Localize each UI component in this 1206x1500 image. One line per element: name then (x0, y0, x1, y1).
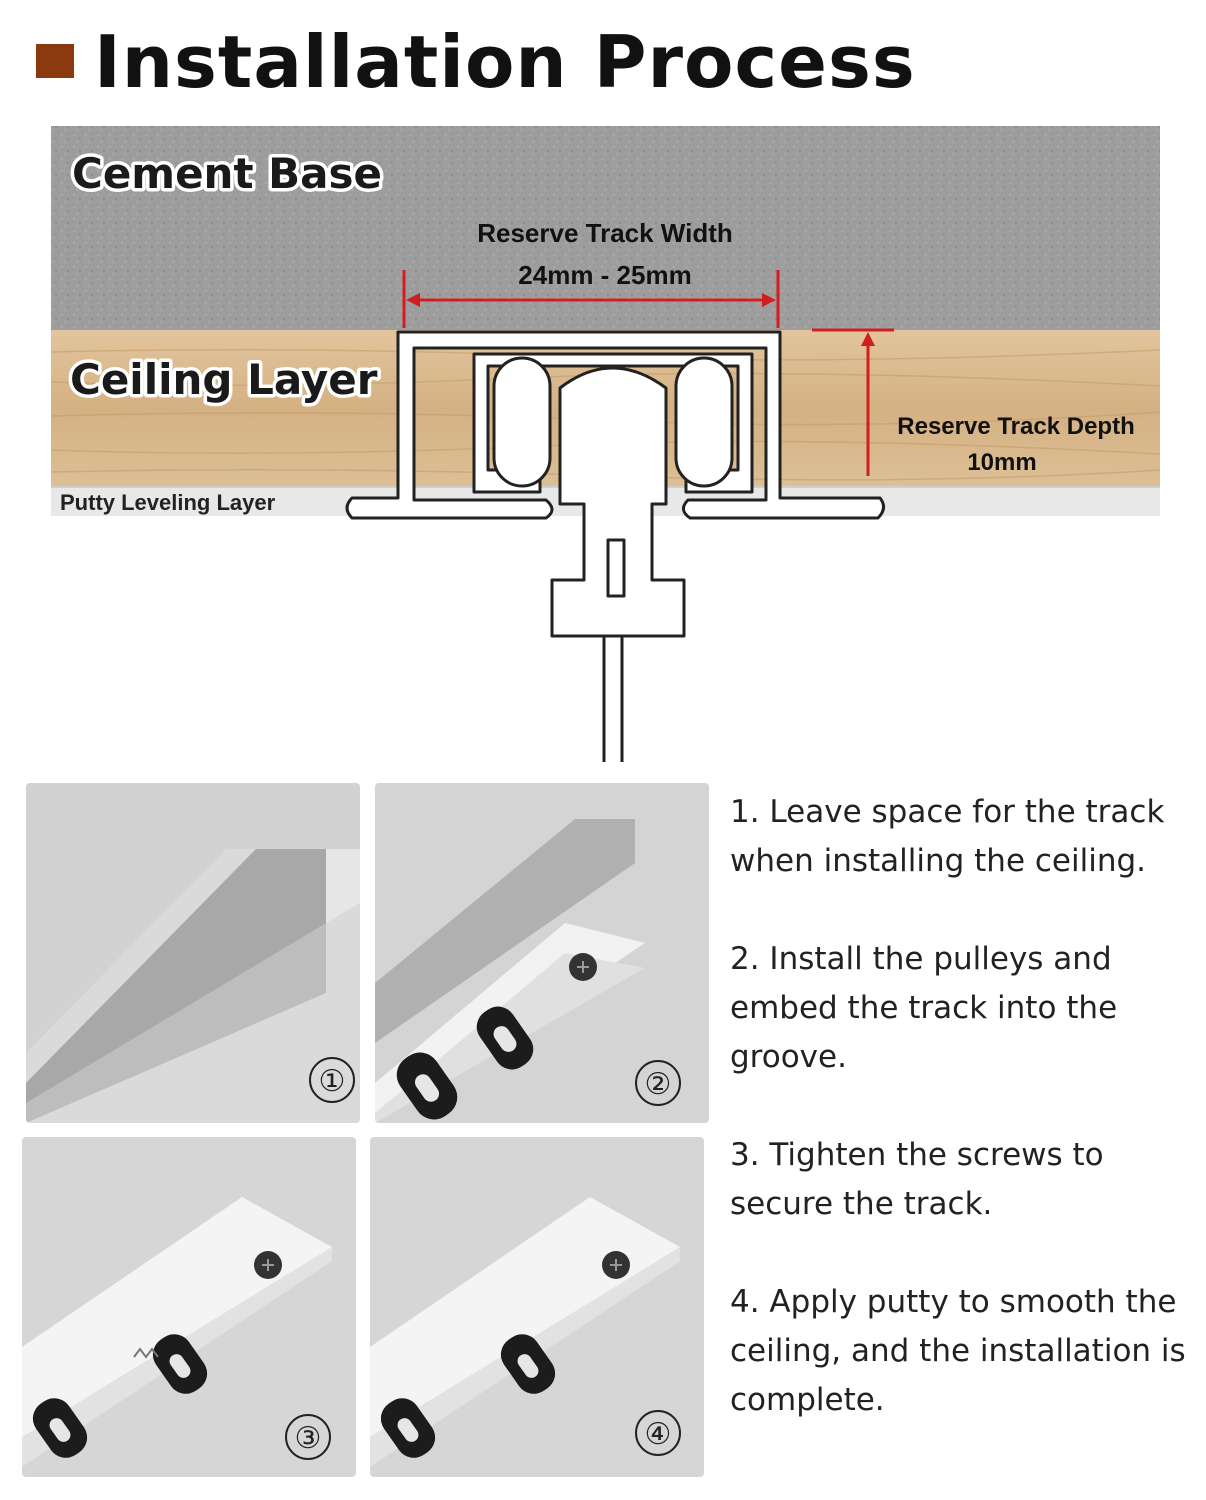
cross-section-diagram (0, 120, 1206, 770)
track-depth-value: 10mm (967, 449, 1037, 476)
step-2-image (375, 783, 709, 1123)
track-width-label: Reserve Track Width (477, 218, 733, 248)
step-3-image (22, 1137, 356, 1477)
ceiling-layer-label: Ceiling Layer (70, 355, 378, 404)
step-3-text: 3. Tighten the screws to secure the track. (730, 1137, 1104, 1222)
step-1-number: ① (318, 1064, 346, 1099)
track-width-value: 24mm - 25mm (518, 260, 692, 290)
step-2-text: 2. Install the pulleys and embed the track into the groove. (730, 941, 1118, 1075)
step-3-number: ③ (294, 1421, 322, 1456)
cement-base-label: Cement Base (72, 149, 382, 198)
step-4-image (370, 1137, 704, 1477)
step-1-image (26, 783, 360, 1123)
step-1-text: 1. Leave space for the track when installing the ceiling. (730, 794, 1165, 879)
page-title: Installation Process (94, 20, 916, 104)
title-bullet (36, 44, 74, 78)
steps-list (730, 788, 1190, 1425)
step-2-number: ② (644, 1067, 672, 1102)
putty-layer-label: Putty Leveling Layer (60, 490, 276, 515)
track-depth-label: Reserve Track Depth (897, 413, 1135, 440)
step-4-number: ④ (644, 1417, 672, 1452)
step-4-text: 4. Apply putty to smooth the ceiling, and the installation is complete. (730, 1284, 1186, 1418)
